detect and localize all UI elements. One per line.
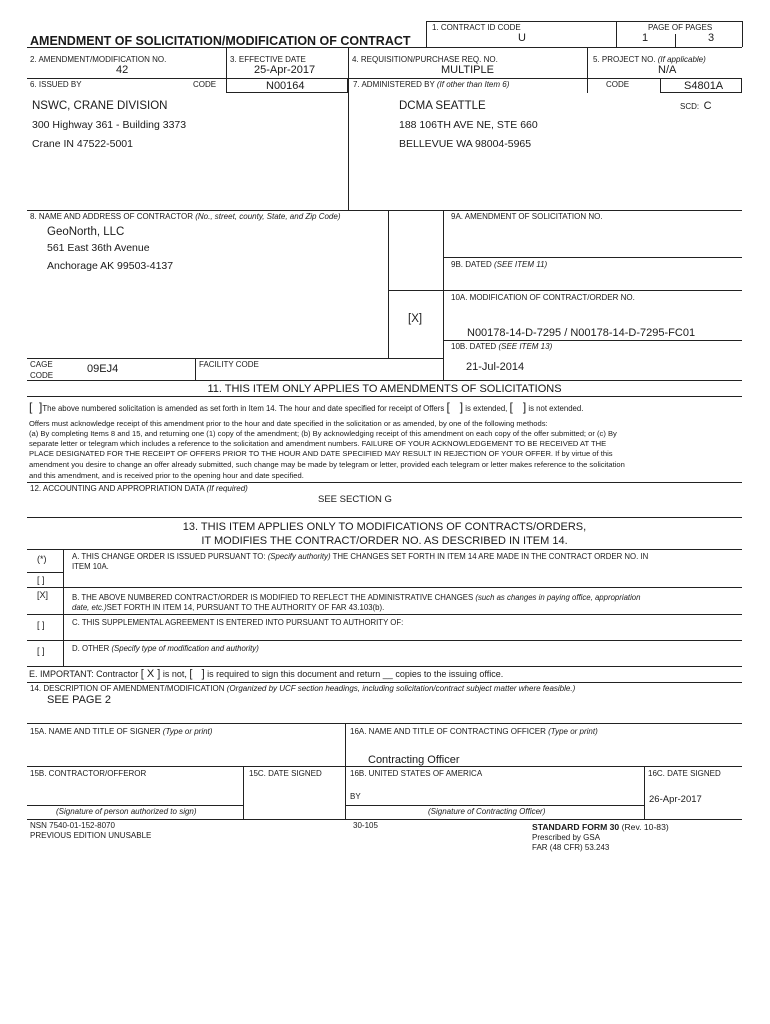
effective-date-label: 3. EFFECTIVE DATE: [230, 55, 306, 64]
item11-heading: 11. THIS ITEM ONLY APPLIES TO AMENDMENTS OF SOLICITATIONS: [207, 383, 562, 395]
contractor-offeror-label: 15B. CONTRACTOR/OFFEROR: [30, 769, 147, 778]
important-line: E. IMPORTANT: Contractor [ X ] is not, [ ] is required to sign this document and return __ copies to the issuing office.: [29, 668, 504, 680]
item11-text-2: (a) By completing Items 8 and 15, and returning one (1) copy of the amendment; (b) By acknowledging receipt of this amendment on each copy of the offer submitted; or (c) By: [29, 429, 617, 438]
effective-date-value: 25-Apr-2017: [254, 64, 316, 76]
modification-dated-label: 10B. DATED (SEE ITEM 13): [451, 342, 553, 351]
signer-name-label: 15A. NAME AND TITLE OF SIGNER (Type or print): [30, 727, 213, 736]
issued-by-label: 6. ISSUED BY: [30, 80, 82, 89]
far-reference: FAR (48 CFR) 53.243: [532, 843, 610, 852]
contractor-is-box[interactable]: [ ]: [189, 668, 205, 680]
item13b-text-1: B. THE ABOVE NUMBERED CONTRACT/ORDER IS MODIFIED TO REFLECT THE ADMINISTRATIVE CHANGES (such as changes in paying office, appropriation: [72, 593, 641, 602]
item13b-mark[interactable]: [X]: [37, 590, 49, 600]
item11-text-4: PLACE DESIGNATED FOR THE RECEIPT OF OFFERS PRIOR TO THE HOUR AND DATE SPECIFIED MAY RESULT IN REJECTION OF YOUR OFFER. If by virtue of this: [29, 449, 613, 458]
issuer-line-2: 300 Highway 361 - Building 3373: [32, 119, 187, 131]
usa-label: 16B. UNITED STATES OF AMERICA: [350, 769, 483, 778]
page-total: 3: [708, 32, 715, 44]
issued-by-code-label: CODE: [193, 80, 217, 89]
contract-id-value: U: [518, 32, 526, 44]
accounting-value: SEE SECTION G: [318, 494, 392, 505]
cage-code-value: 09EJ4: [87, 363, 119, 375]
form-title: AMENDMENT OF SOLICITATION/MODIFICATION OF CONTRACT: [30, 34, 411, 48]
officer-date-label: 16C. DATE SIGNED: [648, 769, 721, 778]
modification-check: [X]: [408, 313, 423, 325]
cage-label-1: CAGE: [30, 360, 53, 369]
item13-heading-2: IT MODIFIES THE CONTRACT/ORDER NO. AS DESCRIBED IN ITEM 14.: [201, 535, 568, 547]
amendment-no-value: 42: [116, 64, 129, 76]
item13a-text-2: ITEM 10A.: [72, 562, 109, 571]
project-no-value: N/A: [658, 64, 677, 76]
project-no-label: 5. PROJECT NO. (If applicable): [593, 55, 706, 64]
item13c-text: C. THIS SUPPLEMENTAL AGREEMENT IS ENTERED INTO PURSUANT TO AUTHORITY OF:: [72, 618, 404, 627]
contractor-line-1: GeoNorth, LLC: [47, 226, 125, 238]
item13b-text-2: date, etc.)SET FORTH IN ITEM 14, PURSUANT TO THE AUTHORITY OF FAR 43.103(b).: [72, 603, 385, 612]
item13a-text-1: A. THIS CHANGE ORDER IS ISSUED PURSUANT TO: (Specify authority) THE CHANGES SET FORTH IN ITEM 14 ARE MADE IN THE CONTRACT ORDER NO. IN: [72, 552, 649, 561]
contractor-date-label: 15C. DATE SIGNED: [249, 769, 322, 778]
administered-by-code: S4801A: [684, 80, 724, 92]
officer-title-value: Contracting Officer: [368, 754, 460, 766]
contractor-signature-note: (Signature of person authorized to sign): [56, 807, 197, 816]
page-of-pages-label: PAGE OF PAGES: [648, 23, 713, 32]
officer-date-value: 26-Apr-2017: [649, 794, 702, 805]
nsn-number: NSN 7540-01-152-8070: [30, 821, 115, 830]
issuer-line-3: Crane IN 47522-5001: [32, 138, 133, 150]
admin-line-1: DCMA SEATTLE: [399, 100, 486, 112]
issuer-line-1: NSWC, CRANE DIVISION: [32, 100, 168, 112]
contractor-line-3: Anchorage AK 99503-4137: [47, 260, 174, 272]
description-label: 14. DESCRIPTION OF AMENDMENT/MODIFICATION (Organized by UCF section headings, including solicitation/contract subject matter where feasible.): [30, 684, 576, 693]
item11-text-5: amendment you desire to change an offer already submitted, such change may be made by telegram or letter, provided each telegram or letter makes reference to the solicitation: [29, 460, 625, 469]
contractor-is-not-box[interactable]: [ X ]: [140, 668, 161, 680]
item11-text-1: Offers must acknowledge receipt of this amendment prior to the hour and date specified in the solicitation or as amended, by one of the following methods:: [29, 419, 548, 428]
amendment-checkbox[interactable]: [ ]: [29, 400, 43, 414]
amendment-no-label: 2. AMENDMENT/MODIFICATION NO.: [30, 55, 167, 64]
item13c-mark[interactable]: [ ]: [37, 620, 45, 630]
item13d-text: D. OTHER (Specify type of modification and authority): [72, 644, 259, 653]
item13a-box[interactable]: [ ]: [37, 575, 45, 585]
standard-form-id: STANDARD FORM 30 (Rev. 10-83): [532, 822, 669, 832]
item13-heading-1: 13. THIS ITEM APPLIES ONLY TO MODIFICATIONS OF CONTRACTS/ORDERS,: [182, 521, 587, 533]
administered-by-label: 7. ADMINISTERED BY (If other than Item 6): [353, 80, 510, 89]
issued-by-code: N00164: [266, 80, 305, 92]
accounting-label: 12. ACCOUNTING AND APPROPRIATION DATA (If required): [30, 484, 248, 493]
solicitation-dated-label: 9B. DATED (SEE ITEM 11): [451, 260, 548, 269]
contractor-label: 8. NAME AND ADDRESS OF CONTRACTOR (No., street, county, State, and Zip Code): [30, 212, 341, 221]
contractor-line-2: 561 East 36th Avenue: [47, 242, 150, 254]
scd: SCD: C: [680, 100, 712, 112]
modification-no-label: 10A. MODIFICATION OF CONTRACT/ORDER NO.: [451, 293, 635, 302]
item11-line1: [ ]The above numbered solicitation is amended as set forth in Item 14. The hour and date specified for receipt of Offers [ ] is extended, [ ] is not extended.: [29, 400, 584, 414]
item11-text-3: separate letter or telegram which includes a reference to the solicitation and amendment numbers. FAILURE OF YOUR ACKNOWLEDGEMENT TO BE RECEIVED AT THE: [29, 439, 607, 448]
form-code: 30-105: [353, 821, 378, 830]
officer-signature-note: (Signature of Contracting Officer): [428, 807, 546, 816]
page-number: 1: [642, 32, 649, 44]
cage-label-2: CODE: [30, 371, 54, 380]
item11-text-6: and this amendment, and is received prior to the opening hour and date specified.: [29, 471, 304, 480]
contract-id-label: 1. CONTRACT ID CODE: [432, 23, 521, 32]
extended-checkbox[interactable]: [ ]: [446, 400, 464, 414]
by-label: BY: [350, 792, 361, 801]
item13a-mark: (*): [37, 554, 47, 564]
prescribed-by: Prescribed by GSA: [532, 833, 601, 842]
officer-name-label: 16A. NAME AND TITLE OF CONTRACTING OFFICER (Type or print): [350, 727, 598, 736]
not-extended-checkbox[interactable]: [ ]: [509, 400, 527, 414]
administered-by-code-label: CODE: [606, 80, 630, 89]
facility-code-label: FACILITY CODE: [199, 360, 259, 369]
requisition-label: 4. REQUISITION/PURCHASE REQ. NO.: [352, 55, 498, 64]
item13d-mark[interactable]: [ ]: [37, 646, 45, 656]
description-value: SEE PAGE 2: [47, 694, 111, 706]
previous-edition: PREVIOUS EDITION UNUSABLE: [30, 831, 152, 840]
admin-line-2: 188 106TH AVE NE, STE 660: [399, 119, 538, 131]
admin-line-3: BELLEVUE WA 98004-5965: [399, 138, 532, 150]
modification-dated-value: 21-Jul-2014: [466, 361, 525, 373]
solicitation-no-label: 9A. AMENDMENT OF SOLICITATION NO.: [451, 212, 603, 221]
requisition-value: MULTIPLE: [441, 64, 494, 76]
modification-no-value: N00178-14-D-7295 / N00178-14-D-7295-FC01: [467, 327, 696, 339]
